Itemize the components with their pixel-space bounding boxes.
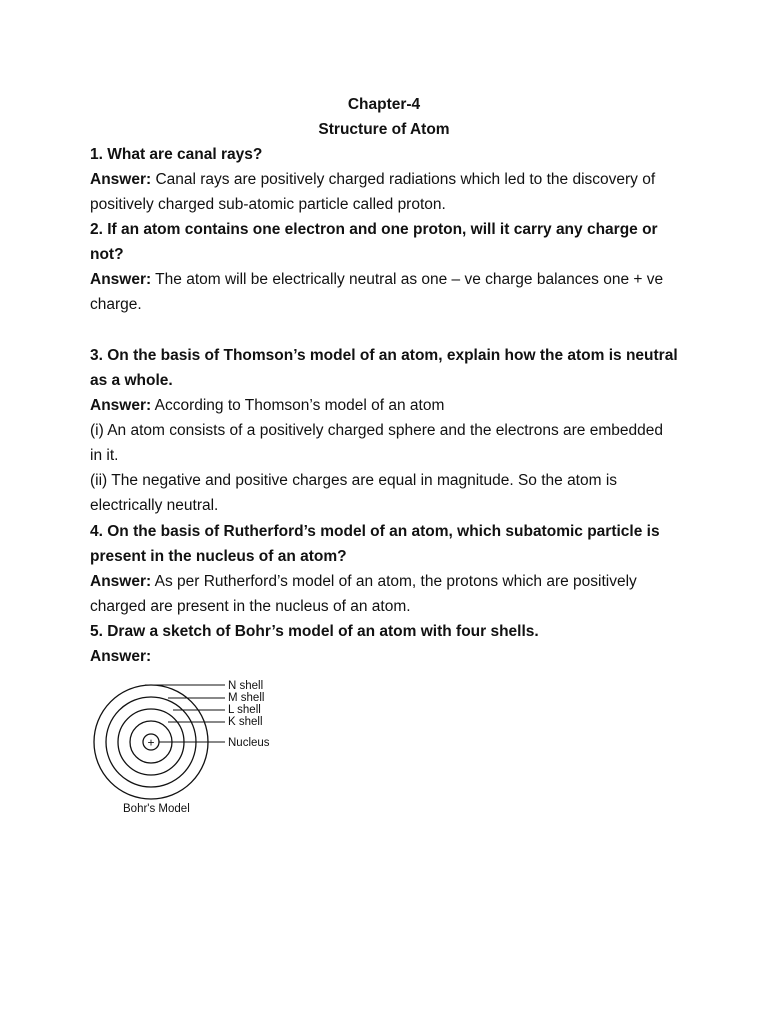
answer-2-line-2: charge.	[90, 296, 142, 313]
nucleus-plus-sign: +	[147, 735, 155, 750]
question-3-line-1: 3. On the basis of Thomson’s model of an atom, explain how the atom is neutral	[90, 347, 678, 364]
answer-3-point-1-line-1: (i) An atom consists of a positively charged sphere and the electrons are embedded	[90, 422, 663, 439]
n-shell-label: N shell	[228, 680, 264, 692]
answer-label: Answer:	[90, 271, 152, 288]
nucleus-label: Nucleus	[228, 737, 270, 749]
answer-3-text: According to Thomson’s model of an atom	[151, 397, 445, 414]
question-3-line-2: as a whole.	[90, 372, 173, 389]
answer-2-text: The atom will be electrically neutral as one – ve charge balances one + ve	[151, 271, 664, 288]
question-2-line-1: 2. If an atom contains one electron and one proton, will it carry any charge or	[90, 221, 658, 238]
chapter-heading: Chapter-4	[347, 96, 421, 113]
chapter-title: Structure of Atom	[318, 121, 450, 138]
answer-1-line-1	[90, 167, 700, 192]
l-shell-label: L shell	[228, 704, 261, 716]
answer-5-label: Answer:	[90, 648, 152, 665]
question-4-line-2: present in the nucleus of an atom?	[90, 548, 347, 565]
k-shell-label: K shell	[228, 716, 263, 728]
question-1: 1. What are canal rays?	[90, 146, 263, 163]
question-2-line-2: not?	[90, 246, 124, 263]
answer-3-point-2-line-1: (ii) The negative and positive charges are equal in magnitude. So the atom is	[90, 472, 618, 489]
answer-label: Answer:	[90, 171, 152, 188]
question-4-line-1: 4. On the basis of Rutherford’s model of an atom, which subatomic particle is	[90, 523, 660, 540]
answer-label: Answer:	[90, 397, 152, 414]
answer-4-text: As per Rutherford’s model of an atom, the protons which are positively	[151, 573, 637, 590]
answer-4-line-2: charged are present in the nucleus of an atom.	[90, 598, 411, 615]
answer-1-text: Canal rays are positively charged radiations which led to the discovery of	[151, 171, 656, 188]
answer-label: Answer:	[90, 573, 152, 590]
diagram-caption: Bohr's Model	[123, 803, 190, 815]
answer-1-line-2: positively charged sub-atomic particle called proton.	[90, 196, 446, 213]
question-5: 5. Draw a sketch of Bohr’s model of an atom with four shells.	[90, 623, 539, 640]
bohr-model-diagram	[85, 672, 315, 822]
answer-3-line-1	[90, 393, 700, 418]
answer-4-line-1	[90, 569, 700, 594]
m-shell-label: M shell	[228, 692, 265, 704]
answer-3-point-1-line-2: in it.	[90, 447, 119, 464]
answer-2-line-1	[90, 267, 700, 292]
answer-3-point-2-line-2: electrically neutral.	[90, 497, 219, 514]
